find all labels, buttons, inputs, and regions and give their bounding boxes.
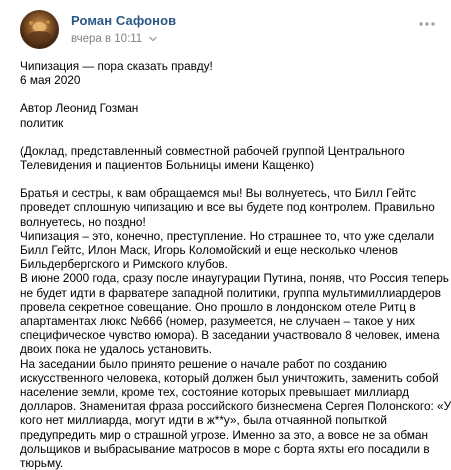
post-meta — [71, 10, 176, 46]
text-line: Братья и сестры, к вам обращаемся мы! Вы волнуетесь, что Билл Гейтс — [20, 186, 417, 201]
text-line: На заседании было принято решение о начале работ по созданию — [20, 356, 387, 371]
text-line: население земли, кроме тех, состояние которых превышает миллиард — [20, 385, 409, 400]
text-line: апартаментах люкс №666 (номер, разумеется, не случаен – такое у них — [20, 314, 416, 329]
text-line: волнуетесь, но поздно! — [20, 214, 146, 229]
text-line: Телевидения и пациентов Больницы имени Кащенко) — [20, 158, 315, 173]
text-line: искусственного человека, который должен был уничтожить, заменить собой — [20, 370, 439, 385]
text-line: не будет идти в фарватере западной политики, группа мультимиллиардеров — [20, 285, 442, 300]
text-line: провела секретное совещание. Оно прошло в лондонском отеле Ритц в — [20, 299, 416, 314]
text-line: дольщиков и выбрасывание матросов в море с борта яхты его посадили в — [20, 441, 430, 456]
text-line: долларов. Знаменитая фраза российского бизнесмена Сергея Полонского: «У — [20, 399, 451, 414]
article-author-role: политик — [20, 115, 64, 130]
avatar[interactable] — [20, 10, 59, 49]
post-title: Чипизация — пора сказать правду! — [20, 59, 213, 73]
text-line: (Доклад, представленный совместной рабочей группой Центрального — [20, 143, 405, 158]
avatar-image — [20, 10, 59, 49]
text-line: Билл Гейтс, Илон Маск, Игорь Коломойский и еще несколько членов — [20, 243, 398, 258]
post-text — [20, 59, 451, 470]
post-time-row — [71, 32, 176, 46]
more-dots-icon[interactable] — [417, 14, 437, 34]
text-line: кого нет миллиарда, могут идти в ж**у», была отчаянной попыткой — [20, 413, 387, 428]
text-line: В июне 2000 года, сразу после инаугурации Путина, поняв, что Россия теперь — [20, 271, 449, 286]
chevron-down-icon[interactable] — [147, 33, 159, 45]
text-line: двоих пока не удалось установить. — [20, 342, 213, 357]
text-line: специфическое чувство юмора). В заседании участвовало 8 человек, имена — [20, 328, 440, 343]
text-line: Бильдербергского и Римского клубов. — [20, 257, 228, 272]
post-date: 6 мая 2020 — [20, 73, 81, 88]
article-author: Автор Леонид Гозман — [20, 101, 139, 116]
text-line: предупредить мир о страшной угрозе. Именно за это, а вовсе не за обман — [20, 427, 429, 442]
post-header — [20, 10, 439, 56]
text-line: Чипизация – это, конечно, преступление. Но страшнее то, что уже сделали — [20, 228, 435, 243]
author-name[interactable]: Роман Сафонов — [71, 13, 177, 28]
text-line: проведет сплошную чипизацию и все вы будете под контролем. Правильно — [20, 200, 435, 215]
text-line: тюрьму. — [20, 456, 64, 470]
post-time[interactable]: вчера в 10:11 — [71, 33, 143, 45]
